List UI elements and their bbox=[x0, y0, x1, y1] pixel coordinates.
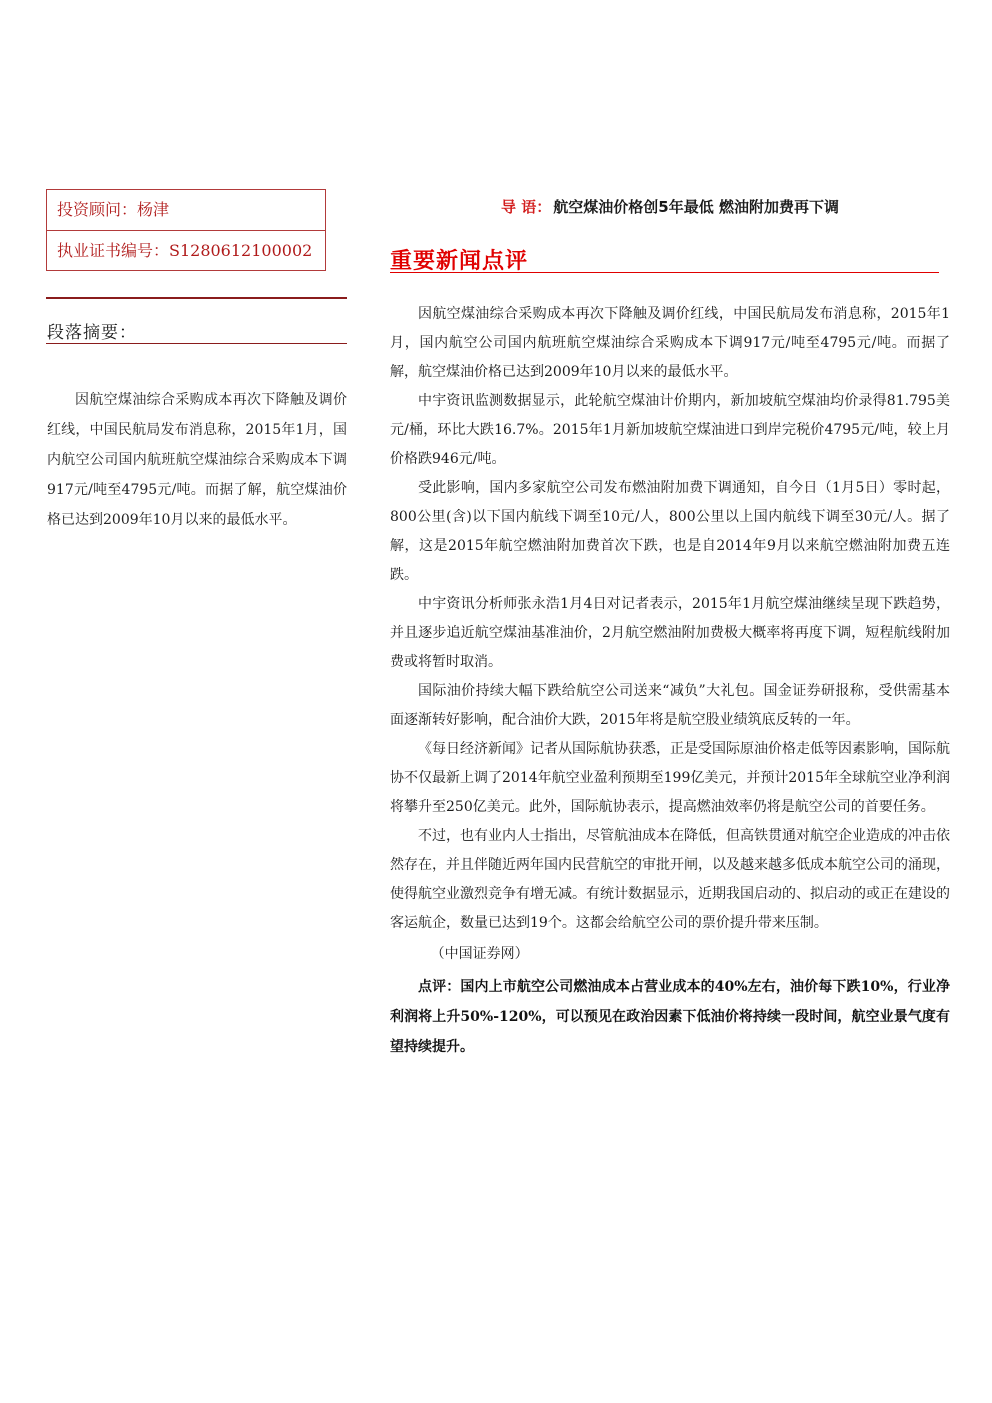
article-paragraph: 中宇资讯分析师张永浩1月4日对记者表示，2015年1月航空煤油继续呈现下跌趋势，并且逐步追近航空煤油基准油价，2月航空燃油附加费极大概率将再度下调，短程航线附加费或将暂时取消。 bbox=[390, 596, 950, 670]
article-paragraph: 不过，也有业内人士指出，尽管航油成本在降低，但高铁贯通对航空企业造成的冲击依然存在，并且伴随近两年国内民营航空的审批开闸，以及越来越多低成本航空公司的涌现，使得航空业激烈竞争有增无减。有统计数据显示，近期我国启动的、拟启动的或正在建设的客运航企，数量已达到19个。这都会给航空公司的票价提升带来压制。 bbox=[390, 828, 950, 931]
advisor-name: 投资顾问：杨津 bbox=[57, 200, 170, 219]
guide-headline bbox=[390, 196, 950, 217]
advisor-license-number: 执业证书编号：S1280612100002 bbox=[47, 230, 325, 271]
article-paragraph: 国际油价持续大幅下跌给航空公司送来“减负”大礼包。国金证券研报称，受供需基本面逐渐转好影响，配合油价大跌，2015年将是航空股业绩筑底反转的一年。 bbox=[390, 683, 950, 728]
article-paragraph: 《每日经济新闻》记者从国际航协获悉，正是受国际原油价格走低等因素影响，国际航协不仅最新上调了2014年航空业盈利预期至199亿美元，并预计2015年全球航空业净利润将攀升至250亿美元。此外，国际航协表示，提高燃油效率仍将是航空公司的首要任务。 bbox=[390, 741, 950, 815]
article-paragraph: 中宇资讯监测数据显示，此轮航空煤油计价期内，新加坡航空煤油均价录得81.795美元/桶，环比大跌16.7%。2015年1月新加坡航空煤油进口到岸完税价4795元/吨，较上月价格跌946元/吨。 bbox=[390, 393, 950, 467]
analyst-comment: 点评：国内上市航空公司燃油成本占营业成本的40%左右，油价每下跌10%，行业净利润将上升50%-120%，可以预见在政治因素下低油价将持续一段时间，航空业景气度有望持续提升。 bbox=[390, 979, 950, 1055]
summary-title: 段落摘要： bbox=[47, 323, 137, 343]
article-source: （中国证券网） bbox=[430, 946, 529, 962]
news-title-underline bbox=[390, 272, 939, 273]
guide-label: 导 语： bbox=[501, 198, 552, 216]
news-article bbox=[390, 300, 950, 1062]
guide-text: 航空煤油价格创5年最低 燃油附加费再下调 bbox=[553, 198, 839, 216]
summary-body: 因航空煤油综合采购成本再次下降触及调价红线，中国民航局发布消息称，2015年1月，国内航空公司国内航班航空煤油综合采购成本下调917元/吨至4795元/吨。而据了解，航空煤油价格已达到2009年10月以来的最低水平。 bbox=[47, 392, 347, 528]
summary-top-divider bbox=[46, 297, 347, 299]
summary-bottom-divider bbox=[46, 343, 347, 344]
news-section-title: 重要新闻点评 bbox=[390, 249, 529, 274]
advisor-info-box bbox=[46, 189, 326, 271]
article-paragraph: 受此影响，国内多家航空公司发布燃油附加费下调通知，自今日（1月5日）零时起，800公里(含)以下国内航线下调至10元/人，800公里以上国内航线下调至30元/人。据了解，这是2015年航空燃油附加费首次下跌，也是自2014年9月以来航空燃油附加费五连跌。 bbox=[390, 480, 950, 583]
article-paragraph: 因航空煤油综合采购成本再次下降触及调价红线，中国民航局发布消息称，2015年1月，国内航空公司国内航班航空煤油综合采购成本下调917元/吨至4795元/吨。而据了解，航空煤油价格已达到2009年10月以来的最低水平。 bbox=[390, 306, 950, 380]
